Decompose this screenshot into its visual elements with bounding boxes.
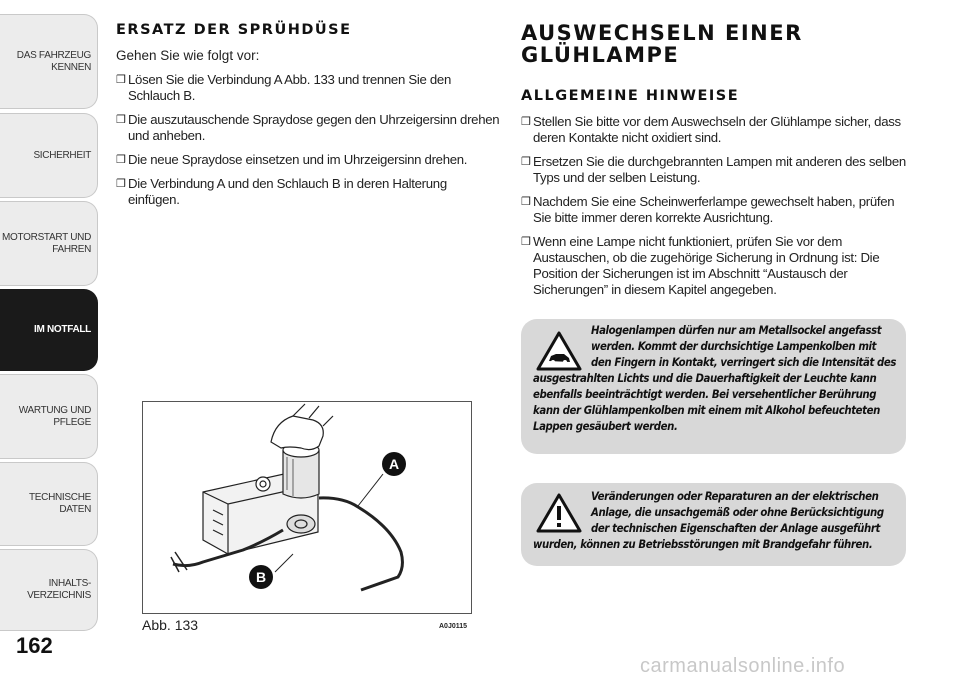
warning-text [533, 323, 898, 435]
warning-box-electrical [521, 483, 906, 566]
figure-caption: Abb. 133 [142, 617, 199, 633]
warning-text [533, 489, 898, 553]
tab-label-line: WARTUNG UND [18, 404, 91, 416]
chapter-tabs [0, 0, 100, 686]
warning-text-content: Halogenlampen dürfen nur am Metallsockel angefasst werden. Kommt der durchsichtige Lampenkolben mit den Fingern in Kontakt, verringert sich die Intensität des ausgestrahlten Lichts und die Dauerhaftigkeit der Leuchte kann ebenfalls beeinträchtigt werden. Bei versehentlicher Berührung kann der Glühlampenkolben mit einem mit Alkohol befeuchteten Lappen gesäubert werden. [533, 324, 897, 433]
list-item: ❒ Nachdem Sie eine Scheinwerferlampe gewechselt haben, prüfen Sie bitte immer deren korrekte Ausrichtung. [521, 194, 911, 226]
page-number: 162 [16, 633, 53, 658]
figure-code: A0J0115 [439, 623, 468, 630]
warning-box-halogen [521, 319, 906, 454]
tab-label-line: DAS FAHRZEUG [16, 49, 91, 61]
chapter-title-line: AUSWECHSELN EINER [521, 21, 803, 45]
tab-label-line: TECHNISCHE DATEN [28, 492, 91, 515]
section-heading: ALLGEMEINE HINWEISE [521, 88, 740, 104]
hints-list [521, 114, 911, 298]
tab-wartung-und-pflege[interactable] [0, 374, 98, 459]
tab-label-line: INHALTS- [48, 578, 91, 589]
list-item: ❒ Wenn eine Lampe nicht funktioniert, prüfen Sie vor dem Austauschen, ob die zugehörige Sicherung in Ordnung ist: Die Position der Sicherungen ist im Abschnitt “Austausch der Sicherungen” in diesem Kapitel angegeben. [521, 234, 911, 298]
tab-label-line: IM NOTFALL [34, 324, 91, 335]
list-item: ❒ Stellen Sie bitte vor dem Auswechseln der Glühlampe sicher, dass deren Kontakte nicht oxidiert sind. [521, 114, 911, 146]
watermark: carmanualsonline.info [640, 655, 846, 677]
list-item: ❒ Die neue Spraydose einsetzen und im Uhrzeigersinn drehen. [116, 152, 501, 168]
tab-label-line: MOTORSTART UND [2, 231, 91, 243]
list-item: ❒ Lösen Sie die Verbindung A Abb. 133 und trennen Sie den Schlauch B. [116, 72, 501, 104]
list-item: ❒ Die auszutauschende Spraydose gegen den Uhrzeigersinn drehen und anheben. [116, 112, 501, 144]
chapter-title [521, 22, 911, 66]
tab-inhaltsverzeichnis[interactable] [0, 549, 98, 631]
tab-das-fahrzeug-kennen[interactable] [0, 14, 98, 109]
tab-sicherheit[interactable] [0, 113, 98, 198]
tab-motorstart-und-fahren[interactable] [0, 201, 98, 286]
tab-label-line: PFLEGE [53, 416, 91, 428]
tab-label-line: SICHERHEIT [33, 149, 91, 161]
list-item: ❒ Ersetzen Sie die durchgebrannten Lampen mit anderen des selben Typs und der selben Leistung. [521, 154, 911, 186]
compressor-drawing [143, 402, 471, 613]
callout-a-label: A [388, 456, 400, 472]
tab-label-line: FAHREN [52, 243, 91, 255]
warning-text-content: Veränderungen oder Reparaturen an der elektrischen Anlage, die unsachgemäß oder ohne Berücksichtigung der technischen Eigenschaften der Anlage ausgeführt wurden, können zu Betriebsstörungen mit Brandgefahr führen. [533, 490, 884, 551]
steps-list [116, 72, 501, 208]
tab-label-line: VERZEICHNIS [27, 590, 91, 601]
list-item: ❒ Die Verbindung A und den Schlauch B in deren Halterung einfügen. [116, 176, 501, 208]
tab-technische-daten[interactable] [0, 462, 98, 546]
intro-text: Gehen Sie wie folgt vor: [116, 48, 260, 63]
section-heading: ERSATZ DER SPRÜHDÜSE [116, 22, 352, 38]
tab-label-line: KENNEN [51, 61, 91, 73]
right-column [521, 22, 911, 306]
tab-im-notfall[interactable] [0, 289, 98, 371]
left-column [116, 22, 501, 216]
figure-compressor-illustration [142, 401, 472, 614]
callout-b-label: B [255, 569, 267, 585]
chapter-title-line: GLÜHLAMPE [521, 43, 680, 67]
